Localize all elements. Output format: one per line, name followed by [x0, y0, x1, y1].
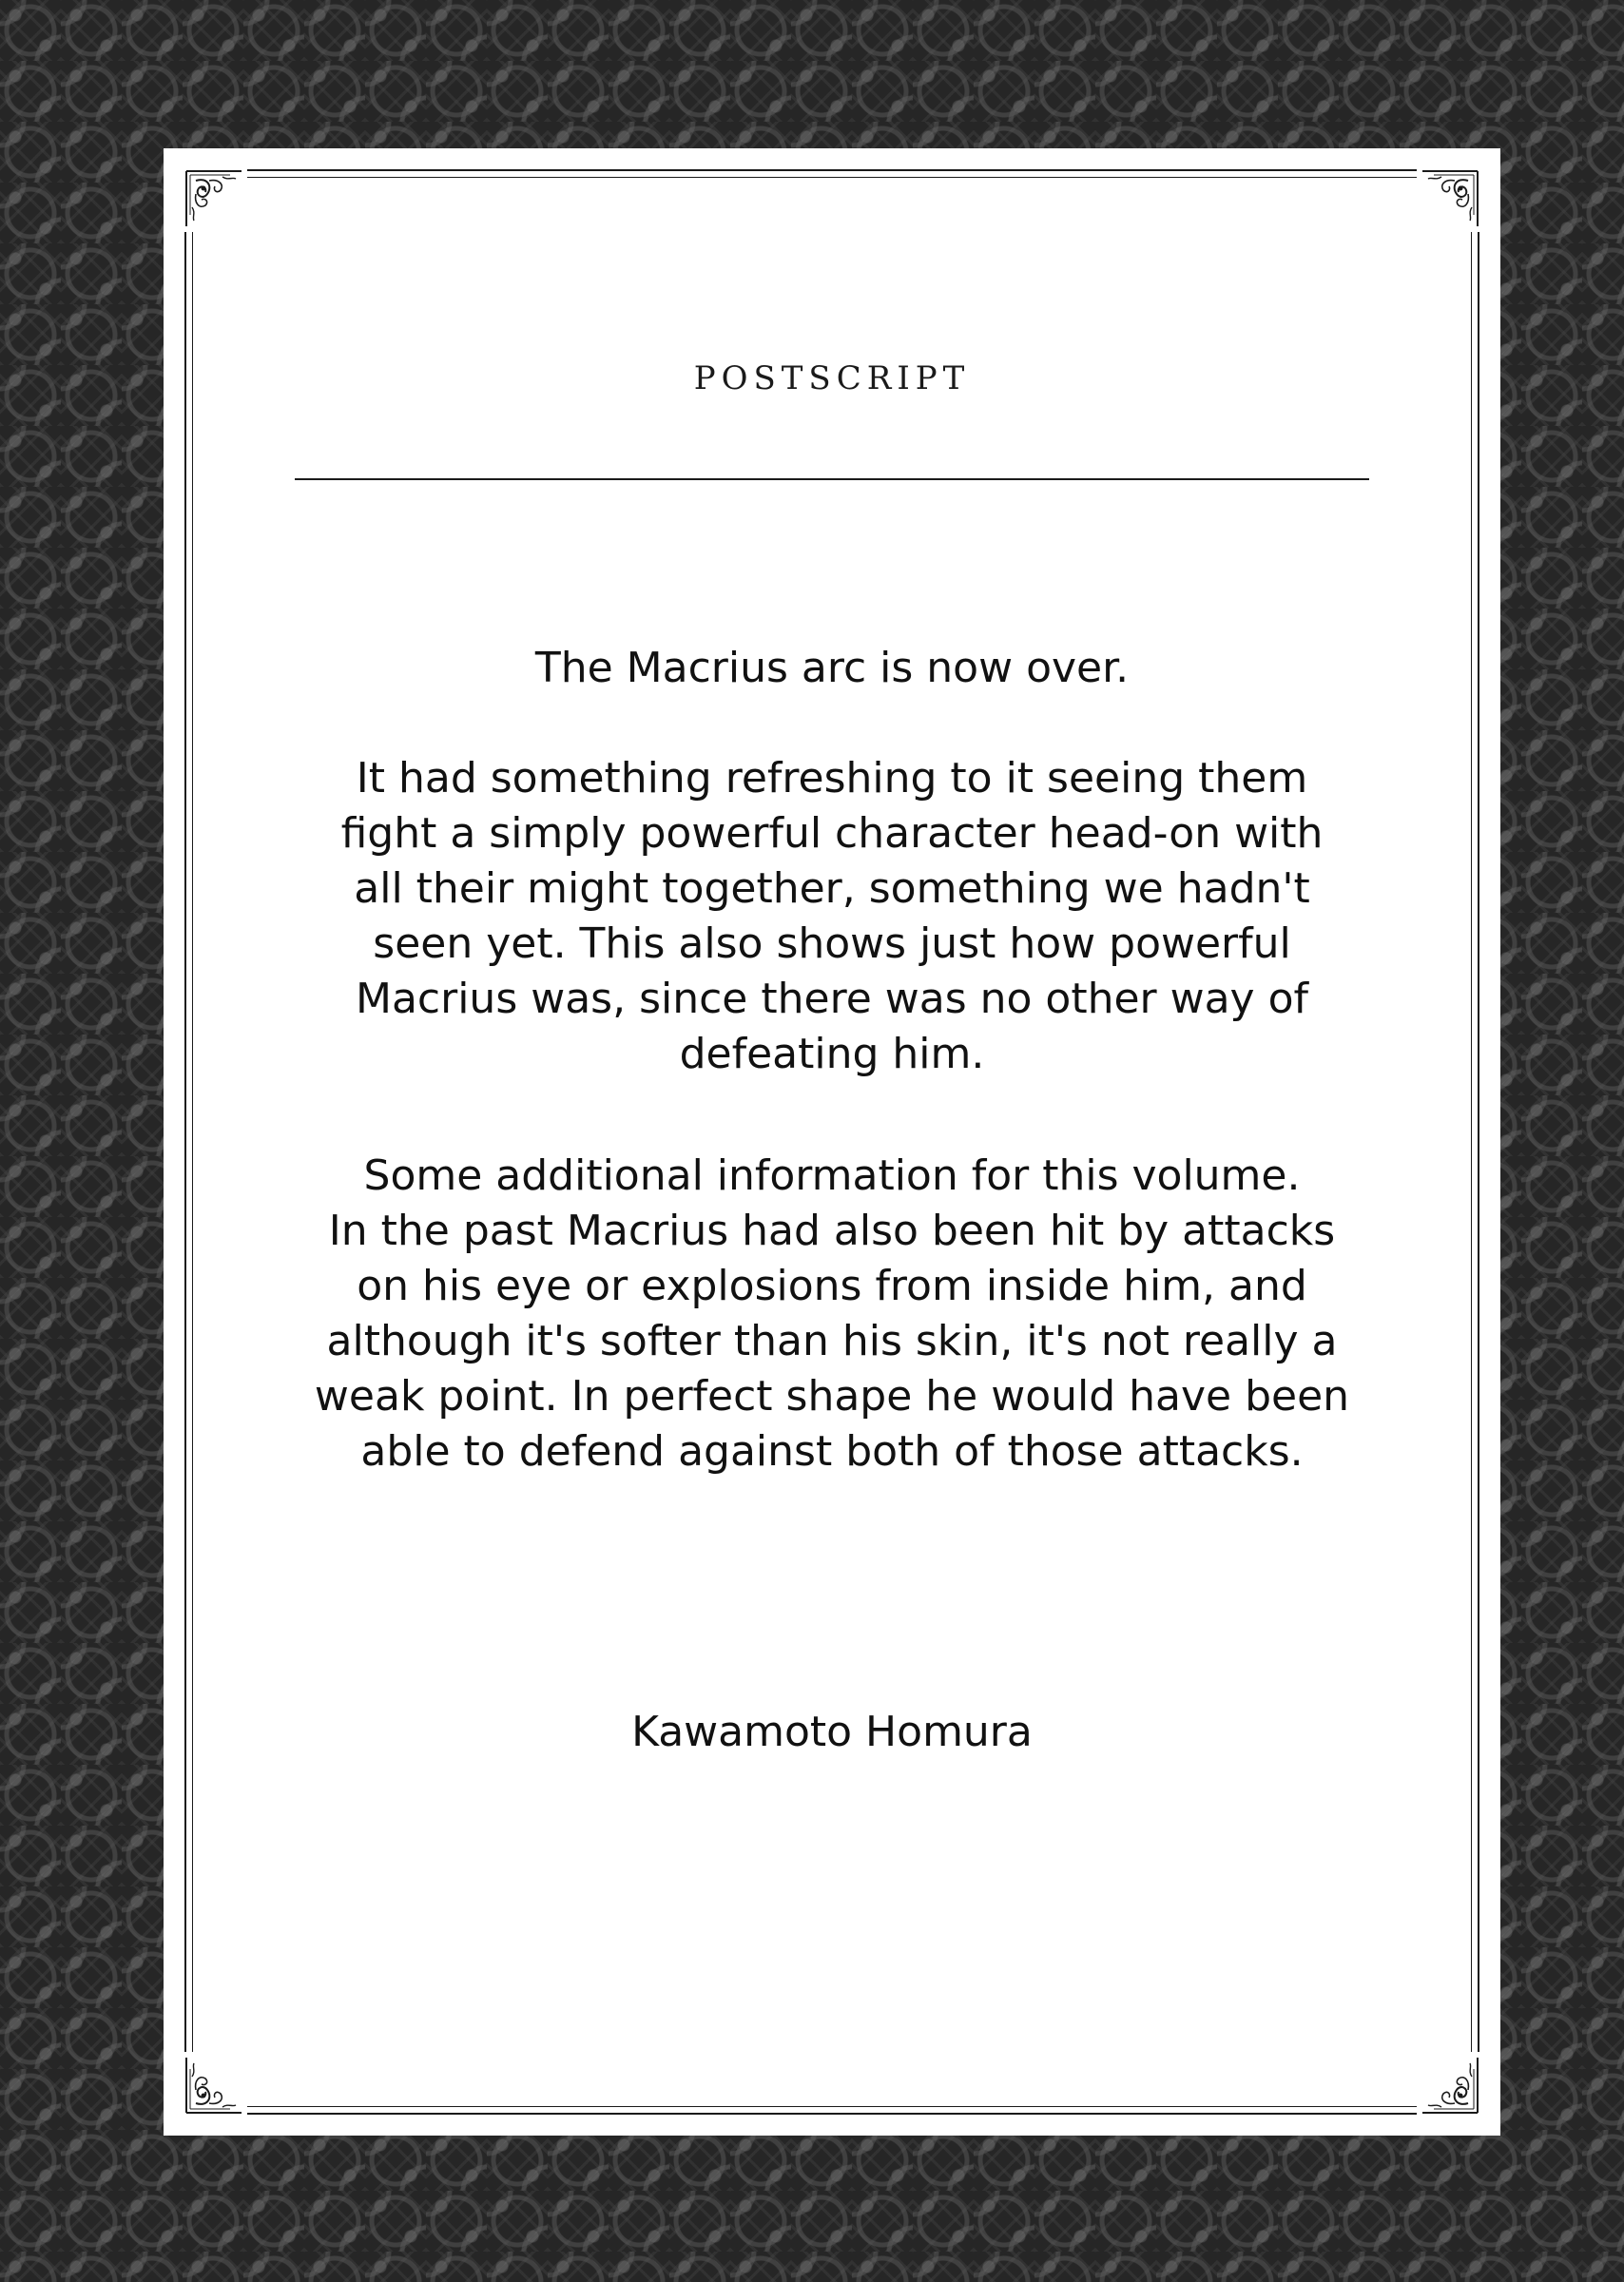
paragraph — [240, 1149, 1424, 1479]
heading-divider — [295, 478, 1369, 480]
text-line: The Macrius arc is now over. — [534, 644, 1130, 692]
text-line: weak point. In perfect shape he would have been — [314, 1372, 1350, 1421]
corner-ornament-icon — [181, 2052, 247, 2118]
text-line: seen yet. This also shows just how powerful — [373, 919, 1291, 968]
text-line: able to defend against both of those attacks. — [360, 1427, 1304, 1476]
text-line: It had something refreshing to it seeing them — [356, 754, 1308, 803]
paragraph — [240, 751, 1424, 1082]
corner-ornament-icon — [1417, 165, 1483, 232]
page-border-inner — [192, 177, 1472, 2107]
text-line: fight a simply powerful character head-on with — [340, 809, 1324, 858]
text-line: Some additional information for this volume. — [363, 1151, 1301, 1200]
text-line: on his eye or explosions from inside him, and — [357, 1262, 1307, 1310]
author-signature: Kawamoto Homura — [631, 1708, 1033, 1756]
postscript-page — [164, 148, 1500, 2136]
text-line: although it's softer than his skin, it's not really a — [326, 1317, 1338, 1365]
corner-ornament-icon — [1417, 2052, 1483, 2118]
text-line: defeating him. — [679, 1030, 985, 1078]
page-heading: POSTSCRIPT — [693, 359, 971, 397]
corner-ornament-icon — [181, 165, 247, 232]
text-line: In the past Macrius had also been hit by attacks — [328, 1207, 1336, 1255]
paragraph — [240, 641, 1424, 696]
text-line: Macrius was, since there was no other way of — [356, 975, 1308, 1023]
text-line: all their might together, something we hadn't — [354, 864, 1310, 913]
